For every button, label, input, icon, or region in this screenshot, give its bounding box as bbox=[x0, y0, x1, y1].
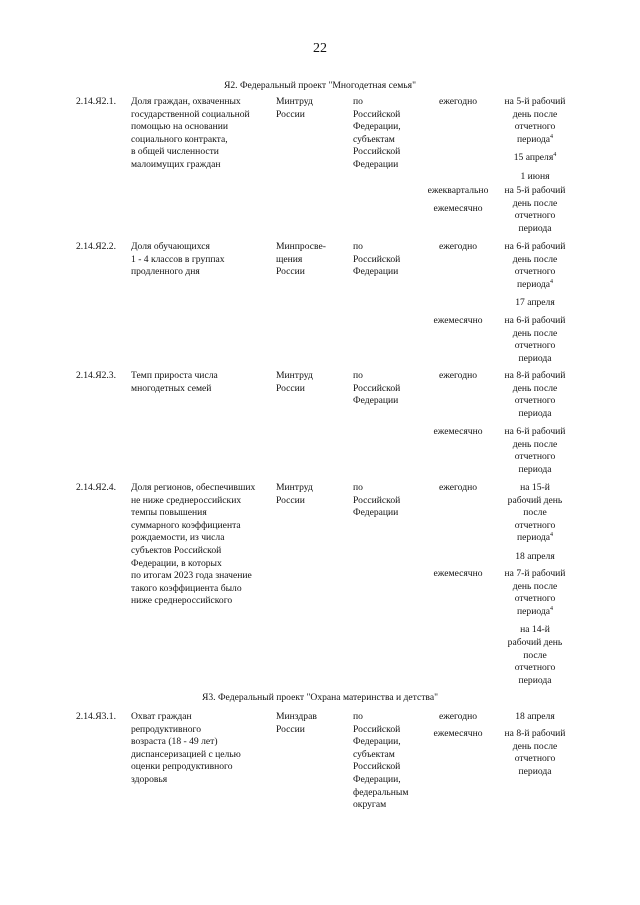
responsible-agency: Минтруд России bbox=[276, 96, 313, 120]
responsible-agency: Минздрав России bbox=[276, 711, 317, 735]
frequency: ежегодно bbox=[438, 482, 478, 493]
page-number: 22 bbox=[313, 41, 327, 56]
section-title-ya2: Я2. Федеральный проект "Многодетная семья" bbox=[223, 80, 417, 91]
indicator-code: 2.14.Я2.3. bbox=[76, 370, 116, 381]
deadline: на 6-й рабочий день после отчетного периода bbox=[504, 426, 566, 475]
footnote-mark: 4 bbox=[549, 278, 553, 285]
indicator-code: 2.14.Я2.1. bbox=[76, 96, 116, 107]
frequency: ежемесячно bbox=[433, 426, 483, 437]
responsible-agency: Минпросве- щения России bbox=[276, 241, 326, 278]
deadline: на 8-й рабочий день после отчетного периода bbox=[504, 370, 566, 419]
frequency: ежемесячно bbox=[433, 203, 483, 214]
frequency: ежегодно bbox=[438, 241, 478, 252]
deadline: на 6-й рабочий день после отчетного периода bbox=[504, 315, 566, 364]
frequency: ежегодно bbox=[438, 96, 478, 107]
aggregation-level: по Российской Федерации bbox=[353, 482, 401, 519]
indicator-name: Доля обучающихся 1 - 4 классов в группах продленного дня bbox=[131, 241, 225, 278]
deadline: на 15-й рабочий день после отчетного периода$^4$ 18 апреля bbox=[507, 482, 563, 562]
deadline: на 7-й рабочий день после отчетного периода$^4$ на 14-й рабочий день после отчетного периода bbox=[504, 568, 566, 686]
deadline: на 8-й рабочий день после отчетного периода bbox=[504, 728, 566, 777]
deadline: на 6-й рабочий день после отчетного периода$^4$ 17 апреля bbox=[504, 241, 566, 309]
footnote-mark: 4 bbox=[549, 605, 553, 612]
footnote-mark: 4 bbox=[549, 532, 553, 539]
deadline: на 5-й рабочий день после отчетного периода$^4$ 15 апреля$^4$ 1 июня bbox=[504, 96, 566, 182]
aggregation-level: по Российской Федерации bbox=[353, 241, 401, 278]
responsible-agency: Минтруд России bbox=[276, 370, 313, 394]
indicator-code: 2.14.Я2.2. bbox=[76, 241, 116, 252]
deadline: на 5-й рабочий день после отчетного периода bbox=[504, 185, 566, 234]
frequency: ежегодно bbox=[438, 370, 478, 381]
frequency: ежемесячно bbox=[433, 568, 483, 579]
indicator-name: Доля граждан, охваченных государственной социальной помощью на основании социального контракта, в общей численности малоимущих граждан bbox=[131, 96, 250, 170]
footnote-mark: 4 bbox=[549, 133, 553, 140]
deadline: 18 апреля bbox=[515, 711, 555, 722]
footnote-mark: 4 bbox=[553, 152, 557, 159]
aggregation-level: по Российской Федерации bbox=[353, 370, 401, 407]
frequency: ежемесячно bbox=[433, 728, 483, 739]
section-title-ya3: Я3. Федеральный проект "Охрана материнства и детства" bbox=[201, 692, 439, 703]
indicator-code: 2.14.Я3.1. bbox=[76, 711, 116, 722]
aggregation-level: по Российской Федерации, субъектам Российской Федерации, федеральным округам bbox=[353, 711, 409, 811]
indicator-name: Охват граждан репродуктивного возраста (18 - 49 лет) диспансеризацией с целью оценки репродуктивного здоровья bbox=[131, 711, 241, 785]
indicator-code: 2.14.Я2.4. bbox=[76, 482, 116, 493]
indicator-name: Темп прироста числа многодетных семей bbox=[131, 370, 218, 394]
responsible-agency: Минтруд России bbox=[276, 482, 313, 506]
frequency: ежемесячно bbox=[433, 315, 483, 326]
frequency: ежегодно bbox=[438, 711, 478, 722]
frequency: ежеквартально bbox=[427, 185, 489, 196]
aggregation-level: по Российской Федерации, субъектам Российской Федерации bbox=[353, 96, 401, 170]
indicator-name: Доля регионов, обеспечивших не ниже среднероссийских темпы повышения суммарного коэффициента рождаемости, из числа субъектов Российской Федерации, в которых по итогам 2023 года значение такого коэффициента было ниже среднероссийского bbox=[131, 482, 256, 607]
